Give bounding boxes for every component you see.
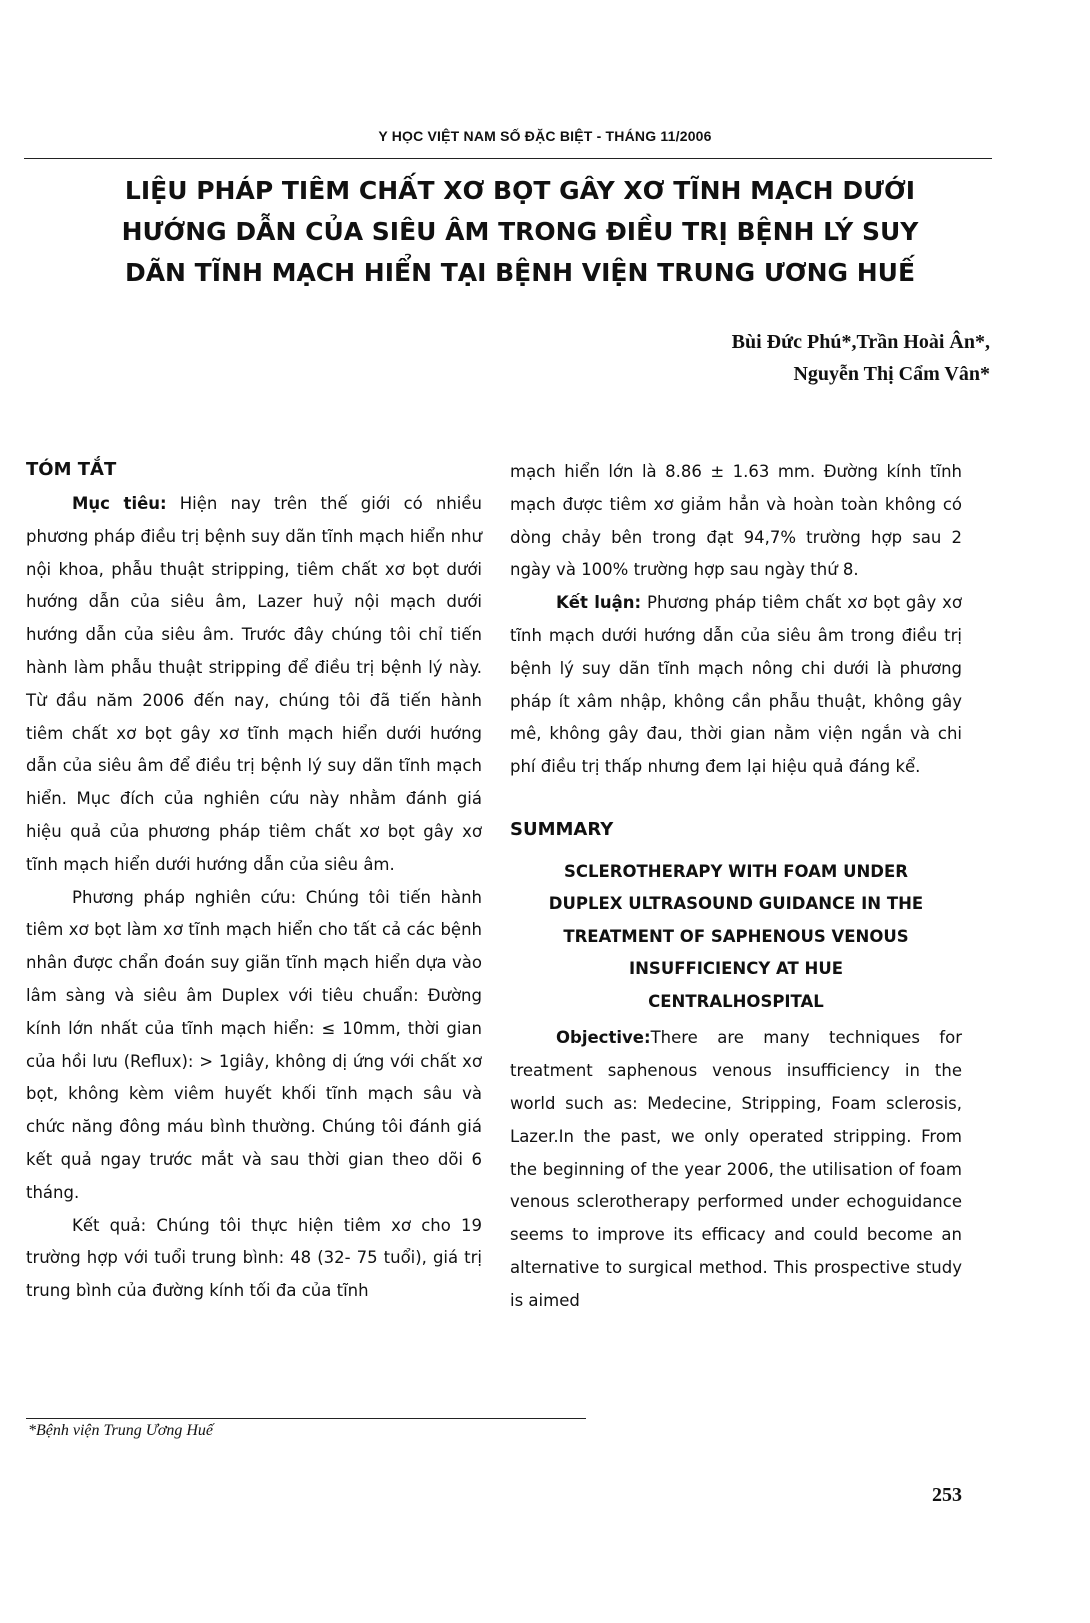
page-number: 253 <box>932 1484 962 1506</box>
footnote-rule <box>26 1418 586 1419</box>
english-objective-label: Objective: <box>556 1028 651 1048</box>
conclusion-paragraph <box>510 587 962 784</box>
abstract-heading: TÓM TẮT <box>26 459 117 480</box>
english-title-line: TREATMENT OF SAPHENOUS VENOUS <box>563 926 909 946</box>
authors <box>560 326 990 390</box>
authors-line-1: Bùi Đức Phú*,Trần Hoài Ân*, <box>731 331 990 353</box>
methods-paragraph: Phương pháp nghiên cứu: Chúng tôi tiến hành tiêm xơ bọt làm xơ tĩnh mạch hiển cho tất cả các bệnh nhân được chẩn đoán suy giãn tĩnh mạch hiển dựa vào lâm sàng và siêu âm Duplex với tiêu chuẩn: Đường kính lớn nhất của tĩnh mạch hiển: ≤ 10mm, thời gian của hồi lưu (Reflux): > 1giây, không dị ứng với chất xơ bọt, không kèm viêm huyết khối tĩnh mạch sâu và chức năng đông máu bình thường. Chúng tôi đánh giá kết quả ngay trước mắt và sau thời gian theo dõi 6 tháng. <box>26 887 482 1202</box>
objective-paragraph <box>26 488 482 882</box>
english-title-line: SCLEROTHERAPY WITH FOAM UNDER <box>564 861 908 881</box>
english-title <box>510 856 962 1019</box>
english-objective-paragraph <box>510 1022 962 1317</box>
journal-header: Y HỌC VIỆT NAM SỐ ĐẶC BIỆT - THÁNG 11/2006 <box>378 128 712 144</box>
english-title-line: DUPLEX ULTRASOUND GUIDANCE IN THE <box>548 894 924 914</box>
left-column <box>26 454 482 1308</box>
objective-text: Hiện nay trên thế giới có nhiều phương pháp điều trị bệnh suy dãn tĩnh mạch hiển như nội khoa, phẫu thuật stripping, tiêm chất xơ bọt dưới hướng dẫn của siêu âm, Lazer huỷ nội mạch dưới hướng dẫn của siêu âm. Trước đây chúng tôi chỉ tiến hành làm phẫu thuật stripping để điều trị bệnh lý này. Từ đầu năm 2006 đến nay, chúng tôi đã tiến hành tiêm chất xơ bọt gây xơ tĩnh mạch hiển dưới hướng dẫn của siêu âm để điều trị bệnh lý suy dãn tĩnh mạch hiển. Mục đích của nghiên cứu này nhằm đánh giá hiệu quả của phương pháp tiêm chất xơ bọt gây xơ tĩnh mạch hiển dưới hướng dẫn của siêu âm. <box>26 494 482 874</box>
title-line: HƯỚNG DẪN CỦA SIÊU ÂM TRONG ĐIỀU TRỊ BỆNH LÝ SUY <box>121 217 919 246</box>
footnote: *Bệnh viện Trung Ương Huế <box>28 1422 214 1439</box>
conclusion-text: Phương pháp tiêm chất xơ bọt gây xơ tĩnh mạch dưới hướng dẫn của siêu âm trong điều trị bệnh lý suy dãn tĩnh mạch nông chi dưới là phương pháp ít xâm nhập, không cần phẫu thuật, không gây mê, không gây đau, thời gian nằm viện ngắn và chi phí điều trị thấp nhưng đem lại hiệu quả đáng kể. <box>510 593 962 777</box>
header-rule <box>24 158 992 159</box>
english-title-line: CENTRALHOSPITAL <box>648 991 824 1011</box>
conclusion-label: Kết luận: <box>556 593 642 613</box>
authors-line-2: Nguyễn Thị Cẩm Vân* <box>793 363 990 385</box>
title-line: LIỆU PHÁP TIÊM CHẤT XƠ BỌT GÂY XƠ TĨNH MẠCH DƯỚI <box>124 176 916 205</box>
english-objective-text: There are many techniques for treatment saphenous venous insufficiency in the world such as: Medecine, Stripping, Foam sclerosis, Lazer.In the past, we only operated stripping. From the beginning of the year 2006, the utilisation of foam venous sclerotherapy performed under echoguidance seems to improve its efficacy and could become an alternative to surgical method. This prospective study is aimed <box>510 1028 962 1310</box>
objective-label: Mục tiêu: <box>72 494 167 513</box>
results-paragraph: Kết quả: Chúng tôi thực hiện tiêm xơ cho 19 trường hợp với tuổi trung bình: 48 (32- 75 tuổi), giá trị trung bình của đường kính tối đa của tĩnh <box>26 1215 482 1301</box>
title-line: DÃN TĨNH MẠCH HIỂN TẠI BỆNH VIỆN TRUNG ƯƠNG HUẾ <box>124 258 916 287</box>
right-column <box>510 456 962 1318</box>
article-title <box>40 170 1000 293</box>
results-continued: mạch hiển lớn là 8.86 ± 1.63 mm. Đường kính tĩnh mạch được tiêm xơ giảm hẳn và hoàn toàn không có dòng chảy bên trong đạt 94,7% trường hợp sau 2 ngày và 100% trường hợp sau ngày thứ 8. <box>510 462 962 580</box>
english-title-line: INSUFFICIENCY AT HUE <box>628 959 843 979</box>
summary-heading: SUMMARY <box>510 818 614 840</box>
